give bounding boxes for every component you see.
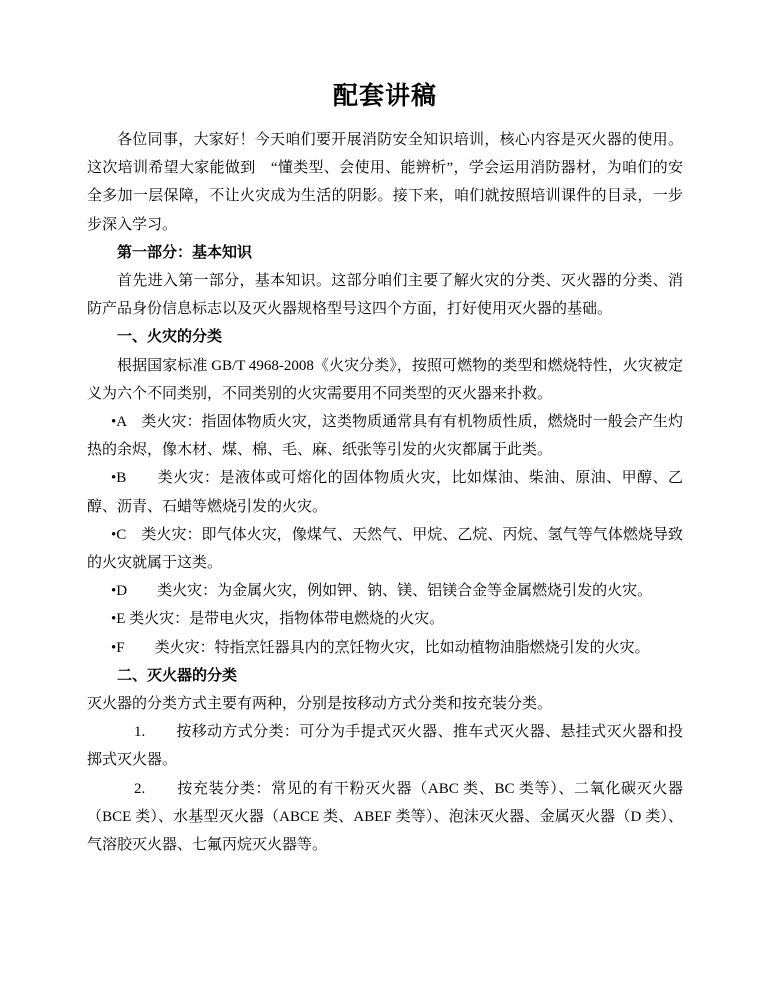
fire-class-b-item: •B 类火灾：是液体或可熔化的固体物质火灾，比如煤油、柴油、原油、甲醇、乙醇、沥青、石蜡等燃烧引发的火灾。 (87, 470, 683, 515)
fire-standard-paragraph: 根据国家标准 GB/T 4968-2008《火灾分类》，按照可燃物的类型和燃烧特性，火灾被定义为六个不同类别，不同类别的火灾需要用不同类型的灭火器来扑救。 (87, 357, 683, 402)
part1-overview-paragraph: 首先进入第一部分，基本知识。这部分咱们主要了解火灾的分类、灭火器的分类、消防产品身份信息标志以及灭火器规格型号这四个方面，打好使用灭火器的基础。 (87, 273, 683, 318)
intro-paragraph: 各位同事，大家好！今天咱们要开展消防安全知识培训，核心内容是灭火器的使用。这次培训希望大家能做到 “懂类型、会使用、能辨析”，学会运用消防器材，为咱们的安全多加一层保障，不让火灾成为生活的阴影。接下来，咱们就按照培训课件的目录，一步步深入学习。 (87, 132, 683, 233)
fire-class-e-item: •E 类火灾：是带电火灾，指物体带电燃烧的火灾。 (111, 611, 445, 628)
section-heading-part1: 第一部分：基本知识 (117, 244, 253, 261)
list-item-by-charge: 2. 按充装分类：常见的有干粉灭火器（ABC 类、BC 类等）、二氧化碳灭火器（BCE 类）、水基型灭火器（ABCE 类、ABEF 类等）、泡沫灭火器、金属灭火器（D 类）、气溶胶灭火器、七氟丙烷灭火器等。 (87, 780, 683, 854)
list-item-by-mobility: 1. 按移动方式分类：可分为手提式灭火器、推车式灭火器、悬挂式灭火器和投掷式灭火器。 (87, 724, 683, 769)
fire-class-d-item: •D 类火灾：为金属火灾，例如钾、钠、镁、铝镁合金等金属燃烧引发的火灾。 (111, 583, 653, 600)
fire-class-a-item: •A 类火灾：指固体物质火灾，这类物质通常具有有机物质性质，燃烧时一般会产生灼热的余烬，像木材、煤、棉、毛、麻、纸张等引发的火灾都属于此类。 (87, 414, 683, 459)
heading-fire-classification: 一、火灾的分类 (117, 329, 223, 346)
heading-extinguisher-classification: 二、灭火器的分类 (117, 667, 238, 684)
document-title: 配套讲稿 (332, 83, 437, 110)
fire-class-c-item: •C 类火灾：即气体火灾，像煤气、天然气、甲烷、乙烷、丙烷、氢气等气体燃烧导致的火灾就属于这类。 (87, 526, 683, 572)
extinguisher-intro-paragraph: 灭火器的分类方式主要有两种，分别是按移动方式分类和按充装分类。 (87, 696, 553, 713)
fire-class-f-item: •F 类火灾：特指烹饪器具内的烹饪物火灾，比如动植物油脂燃烧引发的火灾。 (111, 639, 650, 656)
document-body (87, 126, 683, 859)
